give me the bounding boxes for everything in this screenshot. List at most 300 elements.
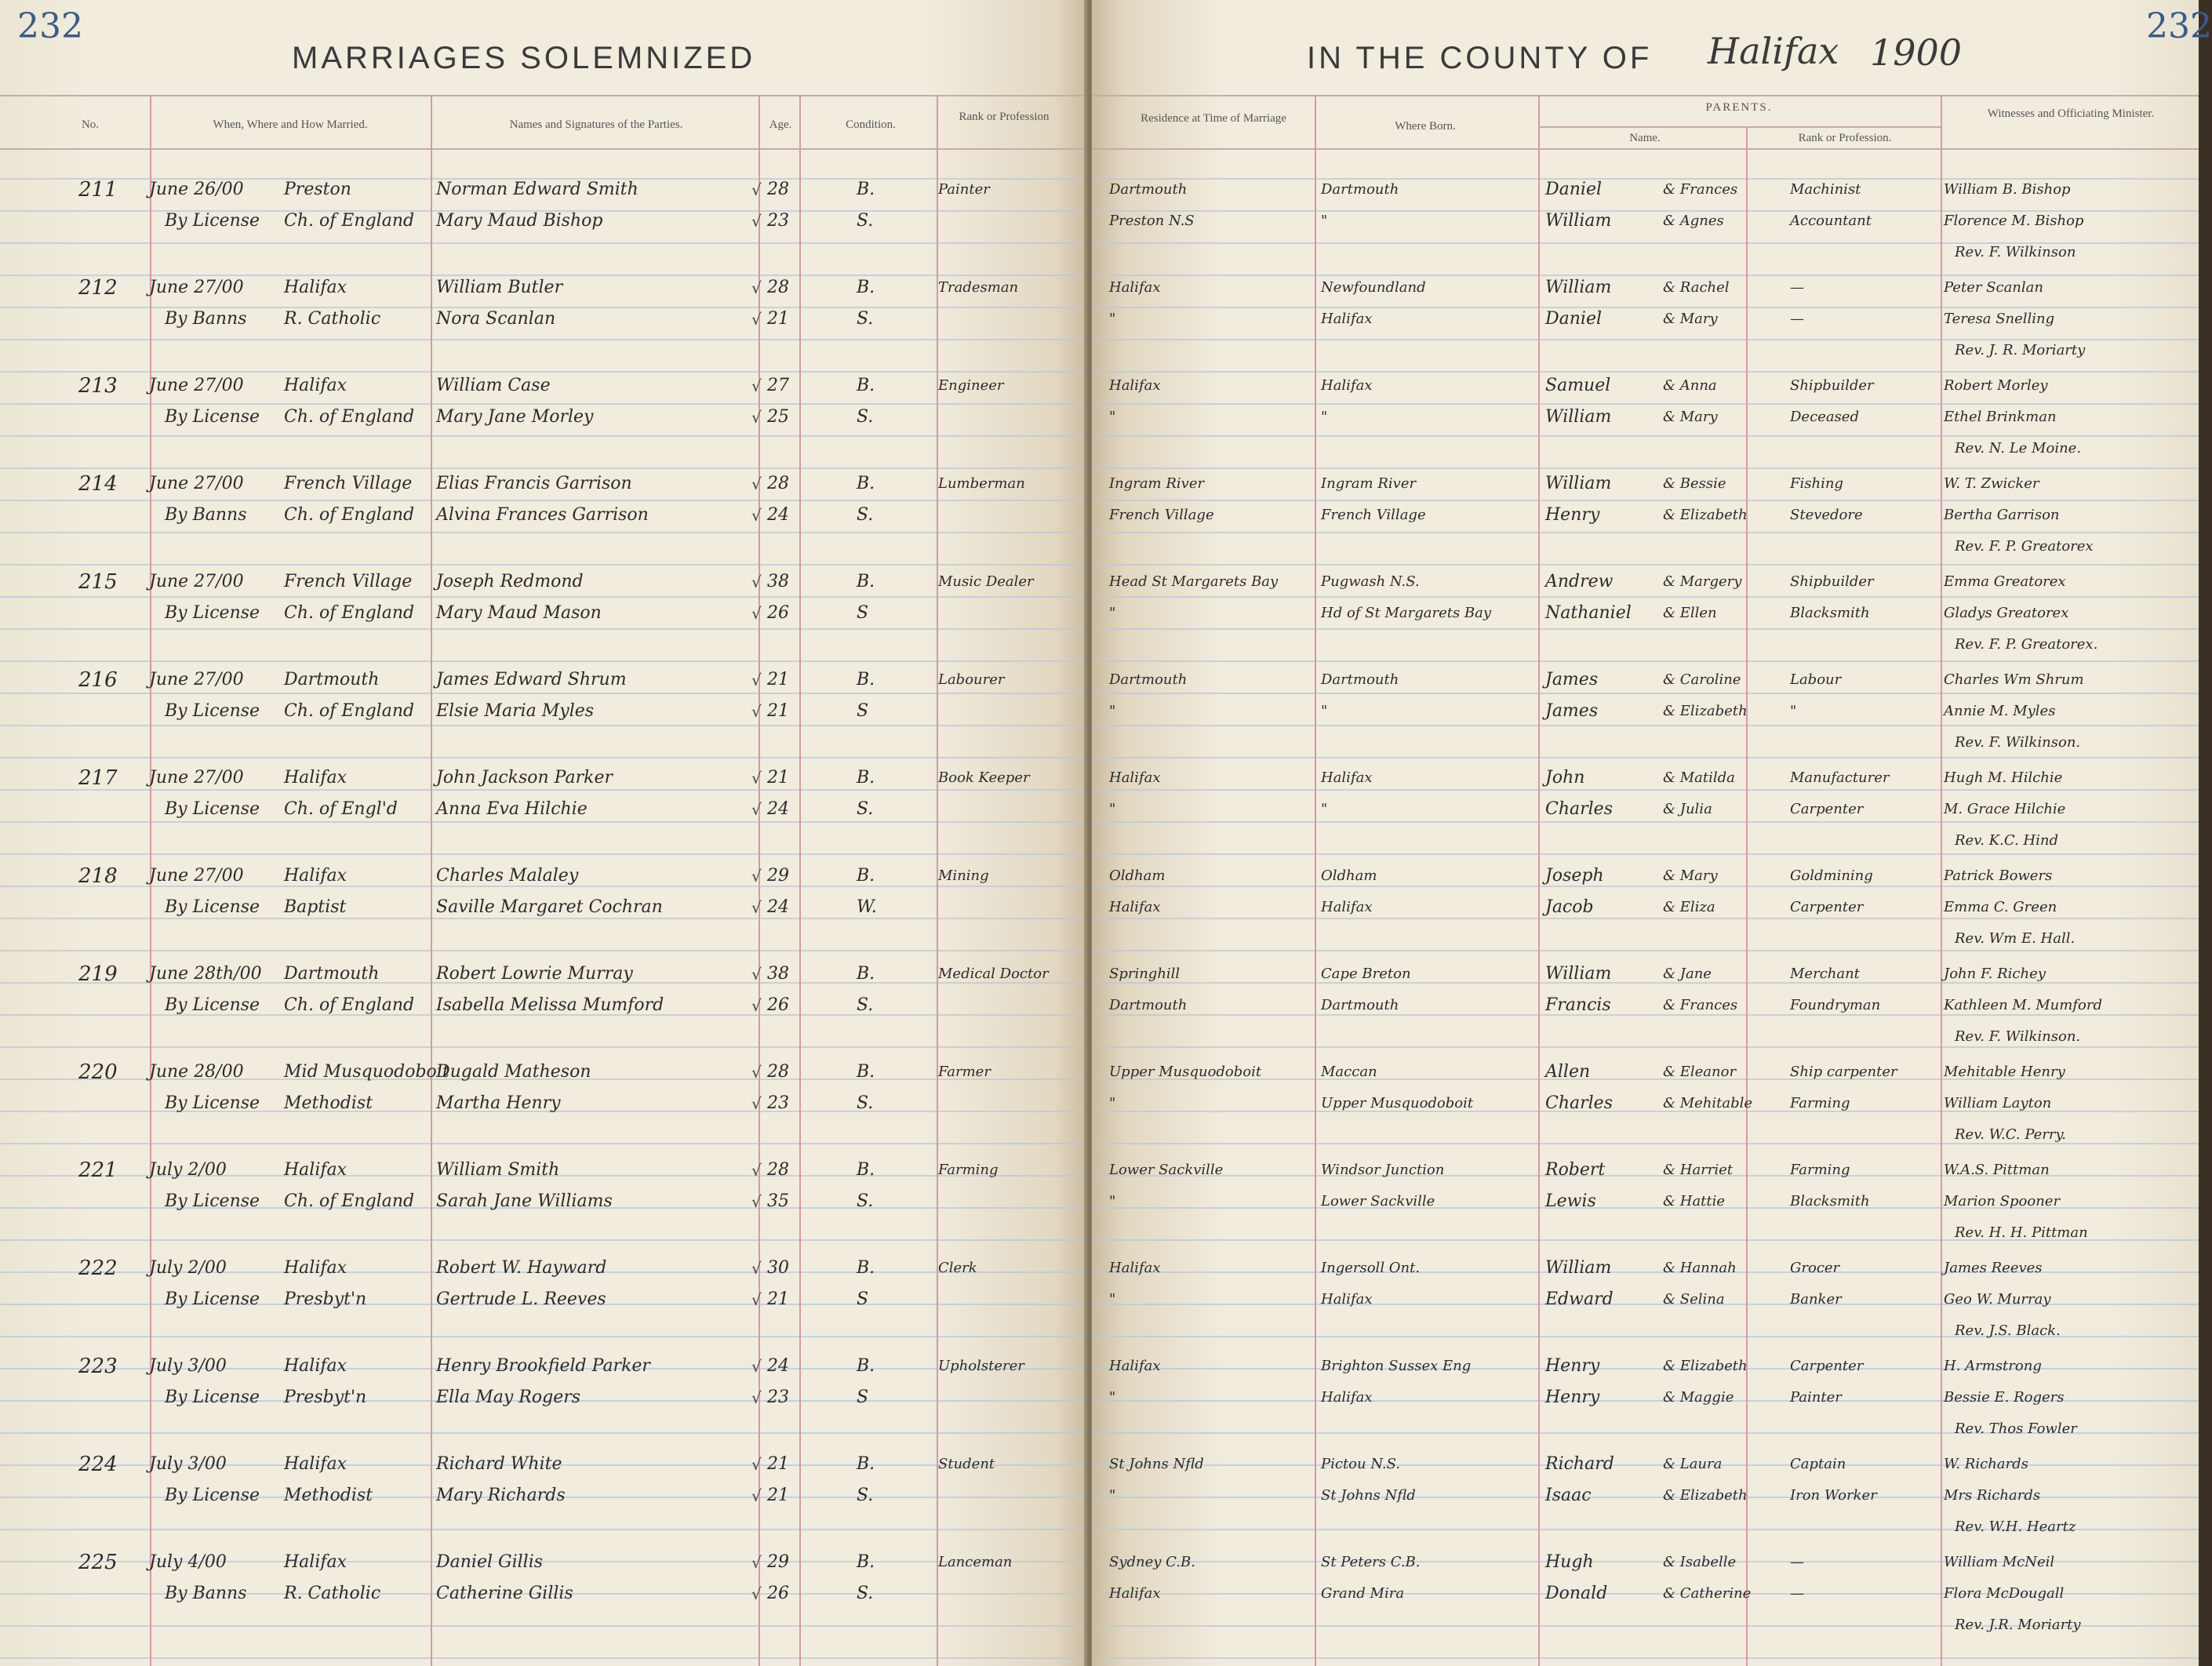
groom-mother: & Hannah	[1663, 1260, 1737, 1276]
groom-condition: B.	[857, 278, 875, 297]
bride-father: Isaac	[1545, 1486, 1592, 1505]
groom-age: 29	[767, 1552, 789, 1572]
bride-residence: "	[1109, 605, 1116, 621]
groom-residence: Halifax	[1109, 1358, 1161, 1374]
witness-2: Marion Spooner	[1944, 1193, 2061, 1209]
bride-residence: "	[1109, 1291, 1116, 1308]
header-parent-name: Name.	[1629, 132, 1661, 144]
bride-birthplace: "	[1321, 703, 1328, 719]
bride-birthplace: Lower Sackville	[1321, 1193, 1435, 1209]
bride-age: 24	[767, 505, 789, 525]
bride-father: Jacob	[1545, 897, 1594, 917]
bride-condition: S.	[857, 799, 874, 819]
witness-1: W.A.S. Pittman	[1944, 1162, 2050, 1178]
bride-mother: & Julia	[1663, 801, 1712, 817]
groom-father-profession: Machinist	[1790, 181, 1861, 198]
groom-father: James	[1545, 670, 1599, 689]
officiating-minister: Rev. Thos Fowler	[1955, 1420, 2077, 1437]
bride-father: Daniel	[1545, 309, 1603, 329]
groom-age: 28	[767, 180, 789, 199]
bride-condition: S.	[857, 995, 874, 1015]
bride-father-profession: Foundryman	[1790, 997, 1881, 1013]
check-mark: √	[751, 1486, 762, 1505]
marriage-place: French Village	[284, 474, 413, 493]
marriage-place: Halifax	[284, 1258, 347, 1278]
bride-birthplace: Upper Musquodoboit	[1321, 1095, 1474, 1111]
witness-2: Emma C. Green	[1944, 899, 2057, 915]
bride-residence: "	[1109, 801, 1116, 817]
groom-residence: Halifax	[1109, 279, 1161, 296]
groom-profession: Farming	[938, 1162, 999, 1178]
entry-number: 211	[78, 178, 118, 202]
marriage-method: By License	[165, 1388, 260, 1407]
bride-condition: S	[857, 603, 869, 623]
bride-age: 26	[767, 603, 789, 623]
bride-condition: S.	[857, 1093, 874, 1113]
check-mark: √	[751, 1357, 762, 1376]
groom-condition: B.	[857, 1356, 875, 1376]
groom-condition: B.	[857, 572, 875, 591]
officiating-minister: Rev. J.S. Black.	[1955, 1322, 2061, 1339]
groom-age: 28	[767, 1062, 789, 1082]
groom-name: Richard White	[436, 1454, 562, 1474]
check-mark: √	[751, 1161, 762, 1180]
marriage-date: July 2/00	[149, 1258, 227, 1278]
witness-1: W. Richards	[1944, 1456, 2028, 1472]
groom-father-profession: Shipbuilder	[1790, 573, 1874, 590]
bride-condition: S.	[857, 1191, 874, 1211]
bride-name: Elsie Maria Myles	[436, 701, 595, 721]
groom-condition: B.	[857, 376, 875, 395]
marriage-church: Ch. of England	[284, 211, 415, 231]
bride-father: William	[1545, 211, 1612, 231]
bride-residence: Dartmouth	[1109, 997, 1188, 1013]
groom-profession: Student	[938, 1456, 995, 1472]
bride-condition: S.	[857, 1486, 874, 1505]
bride-age: 25	[767, 407, 789, 427]
groom-age: 21	[767, 768, 789, 788]
bride-mother: & Ellen	[1663, 605, 1717, 621]
groom-condition: B.	[857, 1160, 875, 1180]
check-mark: √	[751, 867, 762, 886]
bride-mother: & Hattie	[1663, 1193, 1726, 1209]
marriage-date: July 3/00	[149, 1356, 227, 1376]
groom-name: John Jackson Parker	[436, 768, 613, 788]
check-mark: √	[751, 573, 762, 591]
witness-1: H. Armstrong	[1944, 1358, 2042, 1374]
bride-mother: & Mary	[1663, 311, 1718, 327]
marriage-method: By License	[165, 1093, 260, 1113]
groom-name: Henry Brookfield Parker	[436, 1356, 650, 1376]
groom-age: 27	[767, 376, 789, 395]
bride-father-profession: Iron Worker	[1790, 1487, 1877, 1504]
officiating-minister: Rev. F. Wilkinson.	[1955, 734, 2081, 751]
groom-condition: B.	[857, 1552, 875, 1572]
groom-mother: & Elizabeth	[1663, 1358, 1748, 1374]
groom-mother: & Jane	[1663, 966, 1712, 982]
check-mark: √	[751, 1063, 762, 1082]
groom-birthplace: Halifax	[1321, 377, 1373, 394]
groom-name: William Case	[436, 376, 551, 395]
marriage-church: Presbyt'n	[284, 1388, 367, 1407]
marriage-date: June 27/00	[149, 572, 244, 591]
groom-father-profession: Goldmining	[1790, 868, 1873, 884]
groom-father-profession: Farming	[1790, 1162, 1850, 1178]
marriage-place: Preston	[284, 180, 351, 199]
bride-birthplace: "	[1321, 801, 1328, 817]
entry-number: 224	[78, 1453, 118, 1476]
bride-name: Martha Henry	[436, 1093, 561, 1113]
marriage-date: June 27/00	[149, 376, 244, 395]
marriage-method: By License	[165, 701, 260, 721]
groom-name: Daniel Gillis	[436, 1552, 544, 1572]
bride-father-profession: Banker	[1790, 1291, 1842, 1308]
bride-age: 24	[767, 897, 789, 917]
marriage-place: Mid Musquodoboit	[284, 1062, 449, 1082]
groom-father-profession: Captain	[1790, 1456, 1846, 1472]
bride-age: 21	[767, 309, 789, 329]
check-mark: √	[751, 1455, 762, 1474]
bride-father: Francis	[1545, 995, 1611, 1015]
marriage-method: By License	[165, 799, 260, 819]
bride-birthplace: Hd of St Margarets Bay	[1321, 605, 1492, 621]
groom-mother: & Harriet	[1663, 1162, 1734, 1178]
groom-name: Robert Lowrie Murray	[436, 964, 633, 984]
groom-profession: Lanceman	[938, 1554, 1013, 1570]
marriage-date: June 28th/00	[149, 964, 262, 984]
witness-1: Hugh M. Hilchie	[1944, 769, 2063, 786]
witness-2: M. Grace Hilchie	[1944, 801, 2066, 817]
year-handwritten: 1900	[1870, 31, 1963, 74]
header-names: Names and Signatures of the Parties.	[509, 118, 683, 131]
groom-father: John	[1545, 768, 1585, 788]
groom-name: William Smith	[436, 1160, 560, 1180]
groom-condition: B.	[857, 1454, 875, 1474]
witness-1: William McNeil	[1944, 1554, 2055, 1570]
groom-condition: B.	[857, 866, 875, 886]
groom-father-profession: Merchant	[1790, 966, 1860, 982]
bride-father-profession: "	[1790, 703, 1797, 719]
marriage-church: Methodist	[284, 1093, 373, 1113]
bride-age: 21	[767, 701, 789, 721]
groom-father-profession: Carpenter	[1790, 1358, 1864, 1374]
marriage-method: By Banns	[165, 1584, 247, 1603]
groom-age: 30	[767, 1258, 789, 1278]
bride-name: Catherine Gillis	[436, 1584, 573, 1603]
marriage-date: June 27/00	[149, 670, 244, 689]
groom-father-profession: —	[1790, 279, 1804, 296]
groom-father: William	[1545, 964, 1612, 984]
marriage-place: Dartmouth	[284, 964, 380, 984]
bride-age: 21	[767, 1486, 789, 1505]
witness-1: Mehitable Henry	[1944, 1064, 2065, 1080]
marriage-method: By License	[165, 1486, 260, 1505]
bride-age: 26	[767, 1584, 789, 1603]
bride-name: Mary Maud Mason	[436, 603, 602, 623]
groom-age: 21	[767, 1454, 789, 1474]
groom-age: 28	[767, 278, 789, 297]
header-no: No.	[81, 118, 100, 131]
groom-mother: & Mary	[1663, 868, 1718, 884]
left-page	[0, 0, 1087, 1666]
groom-birthplace: Cape Breton	[1321, 966, 1411, 982]
groom-age: 38	[767, 964, 789, 984]
entry-number: 220	[78, 1060, 118, 1084]
groom-father: William	[1545, 1258, 1612, 1278]
marriage-date: June 27/00	[149, 474, 244, 493]
bride-name: Gertrude L. Reeves	[436, 1290, 606, 1309]
groom-birthplace: St Peters C.B.	[1321, 1554, 1421, 1570]
officiating-minister: Rev. H. H. Pittman	[1955, 1224, 2088, 1241]
bride-mother: & Elizabeth	[1663, 1487, 1748, 1504]
county-handwritten: Halifax	[1708, 30, 1839, 72]
groom-profession: Lumberman	[938, 475, 1025, 492]
officiating-minister: Rev. F. Wilkinson.	[1955, 1028, 2081, 1045]
header-residence: Residence at Time of Marriage	[1141, 112, 1286, 125]
groom-residence: Halifax	[1109, 1260, 1161, 1276]
bride-residence: "	[1109, 1487, 1116, 1504]
check-mark: √	[751, 1192, 762, 1211]
witness-2: William Layton	[1944, 1095, 2052, 1111]
groom-father-profession: —	[1790, 1554, 1804, 1570]
marriage-method: By License	[165, 603, 260, 623]
groom-father: Robert	[1545, 1160, 1606, 1180]
groom-birthplace: Pugwash N.S.	[1321, 573, 1420, 590]
groom-mother: & Eleanor	[1663, 1064, 1737, 1080]
witness-1: Charles Wm Shrum	[1944, 671, 2084, 688]
bride-father-profession: Carpenter	[1790, 899, 1864, 915]
groom-age: 28	[767, 474, 789, 493]
officiating-minister: Rev. W.C. Perry.	[1955, 1126, 2066, 1143]
bride-father-profession: —	[1790, 311, 1804, 327]
bride-residence: Preston N.S	[1109, 213, 1195, 229]
officiating-minister: Rev. K.C. Hind	[1955, 832, 2058, 849]
bride-age: 23	[767, 1388, 789, 1407]
groom-residence: Halifax	[1109, 377, 1161, 394]
marriage-church: Ch. of England	[284, 603, 415, 623]
entry-number: 214	[78, 472, 118, 496]
groom-birthplace: Newfoundland	[1321, 279, 1426, 296]
entry-number: 215	[78, 570, 118, 594]
groom-condition: B.	[857, 964, 875, 984]
groom-condition: B.	[857, 474, 875, 493]
witness-2: Bessie E. Rogers	[1944, 1389, 2065, 1406]
bride-birthplace: French Village	[1321, 507, 1426, 523]
bride-father: Edward	[1545, 1290, 1614, 1309]
bride-condition: S.	[857, 505, 874, 525]
bride-mother: & Mary	[1663, 409, 1718, 425]
bride-name: Saville Margaret Cochran	[436, 897, 663, 917]
bride-father-profession: Carpenter	[1790, 801, 1864, 817]
check-mark: √	[751, 475, 762, 493]
bride-father-profession: Painter	[1790, 1389, 1842, 1406]
groom-birthplace: Dartmouth	[1321, 671, 1399, 688]
groom-name: Joseph Redmond	[436, 572, 584, 591]
bride-age: 23	[767, 211, 789, 231]
groom-father: Henry	[1545, 1356, 1600, 1376]
bride-condition: S	[857, 701, 869, 721]
bride-father: Donald	[1545, 1584, 1608, 1603]
check-mark: √	[751, 506, 762, 525]
bride-age: 35	[767, 1191, 789, 1211]
check-mark: √	[751, 1553, 762, 1572]
groom-father-profession: Fishing	[1790, 475, 1843, 492]
bride-name: Sarah Jane Williams	[436, 1191, 613, 1211]
officiating-minister: Rev. J. R. Moriarty	[1955, 342, 2086, 358]
bride-mother: & Maggie	[1663, 1389, 1734, 1406]
groom-name: Elias Francis Garrison	[436, 474, 632, 493]
bride-name: Mary Richards	[436, 1486, 566, 1505]
marriage-church: Ch. of England	[284, 995, 415, 1015]
bride-name: Ella May Rogers	[436, 1388, 581, 1407]
bride-name: Alvina Frances Garrison	[436, 505, 649, 525]
bride-residence: Halifax	[1109, 899, 1161, 915]
groom-birthplace: Oldham	[1321, 868, 1377, 884]
marriage-place: Halifax	[284, 376, 347, 395]
bride-mother: & Frances	[1663, 997, 1738, 1013]
entry-number: 216	[78, 668, 118, 692]
bride-name: Mary Jane Morley	[436, 407, 594, 427]
bride-father: Henry	[1545, 505, 1600, 525]
groom-profession: Farmer	[938, 1064, 991, 1080]
check-mark: √	[751, 996, 762, 1015]
bride-residence: "	[1109, 311, 1116, 327]
header-parents: PARENTS.	[1705, 101, 1773, 114]
entry-number: 223	[78, 1355, 118, 1378]
marriage-method: By License	[165, 897, 260, 917]
groom-residence: Ingram River	[1109, 475, 1205, 492]
bride-residence: "	[1109, 1095, 1116, 1111]
groom-mother: & Caroline	[1663, 671, 1741, 688]
groom-profession: Clerk	[938, 1260, 977, 1276]
bride-mother: & Catherine	[1663, 1585, 1752, 1602]
groom-mother: & Isabelle	[1663, 1554, 1737, 1570]
groom-name: Robert W. Hayward	[436, 1258, 607, 1278]
groom-name: Norman Edward Smith	[436, 180, 638, 199]
groom-profession: Labourer	[938, 671, 1005, 688]
bride-mother: & Elizabeth	[1663, 703, 1748, 719]
groom-mother: & Frances	[1663, 181, 1738, 198]
groom-father-profession: Ship carpenter	[1790, 1064, 1897, 1080]
witness-2: Geo W. Murray	[1944, 1291, 2051, 1308]
marriage-place: Halifax	[284, 1160, 347, 1180]
groom-mother: & Rachel	[1663, 279, 1730, 296]
officiating-minister: Rev. N. Le Moine.	[1955, 440, 2082, 457]
check-mark: √	[751, 769, 762, 788]
officiating-minister: Rev. J.R. Moriarty	[1955, 1617, 2081, 1633]
groom-father: Hugh	[1545, 1552, 1594, 1572]
groom-birthplace: Ingram River	[1321, 475, 1417, 492]
groom-birthplace: Halifax	[1321, 769, 1373, 786]
page-number-right: 232	[2146, 6, 2212, 46]
bride-father-profession: Farming	[1790, 1095, 1850, 1111]
bride-condition: S	[857, 1388, 869, 1407]
groom-father: Samuel	[1545, 376, 1611, 395]
bride-birthplace: Halifax	[1321, 899, 1373, 915]
bride-condition: S.	[857, 407, 874, 427]
groom-profession: Engineer	[938, 377, 1004, 394]
marriage-method: By License	[165, 407, 260, 427]
marriage-place: Halifax	[284, 278, 347, 297]
entry-number: 212	[78, 276, 118, 300]
groom-profession: Tradesman	[938, 279, 1019, 296]
marriage-place: French Village	[284, 572, 413, 591]
bride-name: Isabella Melissa Mumford	[436, 995, 664, 1015]
page-title-left: MARRIAGES SOLEMNIZED	[292, 41, 756, 75]
groom-residence: Halifax	[1109, 769, 1161, 786]
witness-1: Robert Morley	[1944, 377, 2048, 394]
groom-profession: Medical Doctor	[938, 966, 1049, 982]
bride-father-profession: Stevedore	[1790, 507, 1863, 523]
bride-condition: S.	[857, 309, 874, 329]
witness-2: Bertha Garrison	[1944, 507, 2060, 523]
left-ruling	[0, 0, 1087, 1666]
bride-father: Charles	[1545, 799, 1613, 819]
groom-residence: Upper Musquodoboit	[1109, 1064, 1262, 1080]
bride-mother: & Mehitable	[1663, 1095, 1753, 1111]
bride-residence: Halifax	[1109, 1585, 1161, 1602]
groom-birthplace: Maccan	[1321, 1064, 1377, 1080]
groom-father: Allen	[1545, 1062, 1591, 1082]
marriage-date: June 27/00	[149, 866, 244, 886]
marriage-place: Halifax	[284, 768, 347, 788]
officiating-minister: Rev. F. P. Greatorex.	[1955, 636, 2098, 653]
groom-name: James Edward Shrum	[436, 670, 627, 689]
groom-father-profession: Labour	[1790, 671, 1842, 688]
entry-number: 225	[78, 1551, 118, 1574]
witness-2: Kathleen M. Mumford	[1944, 997, 2102, 1013]
check-mark: √	[751, 671, 762, 689]
groom-birthplace: Windsor Junction	[1321, 1162, 1445, 1178]
check-mark: √	[751, 702, 762, 721]
bride-condition: S.	[857, 211, 874, 231]
marriage-date: July 3/00	[149, 1454, 227, 1474]
bride-father-profession: Blacksmith	[1790, 1193, 1870, 1209]
marriage-place: Halifax	[284, 866, 347, 886]
check-mark: √	[751, 1388, 762, 1407]
witness-1: John F. Richey	[1944, 966, 2046, 982]
marriage-church: Ch. of England	[284, 701, 415, 721]
bride-birthplace: "	[1321, 409, 1328, 425]
groom-age: 21	[767, 670, 789, 689]
bride-father: William	[1545, 407, 1612, 427]
bride-birthplace: Grand Mira	[1321, 1585, 1405, 1602]
header-rank: Rank or Profession	[959, 111, 1050, 123]
bride-birthplace: Dartmouth	[1321, 997, 1399, 1013]
groom-age: 38	[767, 572, 789, 591]
groom-father-profession: Grocer	[1790, 1260, 1840, 1276]
groom-birthplace: Ingersoll Ont.	[1321, 1260, 1421, 1276]
bride-condition: W.	[857, 897, 877, 917]
groom-father: Richard	[1545, 1454, 1614, 1474]
marriage-method: By License	[165, 211, 260, 231]
marriage-date: July 4/00	[149, 1552, 227, 1572]
officiating-minister: Rev. W.H. Heartz	[1955, 1519, 2076, 1535]
witness-1: Patrick Bowers	[1944, 868, 2053, 884]
groom-profession: Book Keeper	[938, 769, 1030, 786]
groom-name: William Butler	[436, 278, 563, 297]
bride-birthplace: Halifax	[1321, 1291, 1373, 1308]
groom-residence: Sydney C.B.	[1109, 1554, 1195, 1570]
bride-father: Nathaniel	[1545, 603, 1632, 623]
marriage-date: June 27/00	[149, 768, 244, 788]
witness-1: W. T. Zwicker	[1944, 475, 2039, 492]
groom-condition: B.	[857, 1062, 875, 1082]
marriage-place: Dartmouth	[284, 670, 380, 689]
groom-age: 24	[767, 1356, 789, 1376]
bride-mother: & Selina	[1663, 1291, 1725, 1308]
bride-father-profession: —	[1790, 1585, 1804, 1602]
